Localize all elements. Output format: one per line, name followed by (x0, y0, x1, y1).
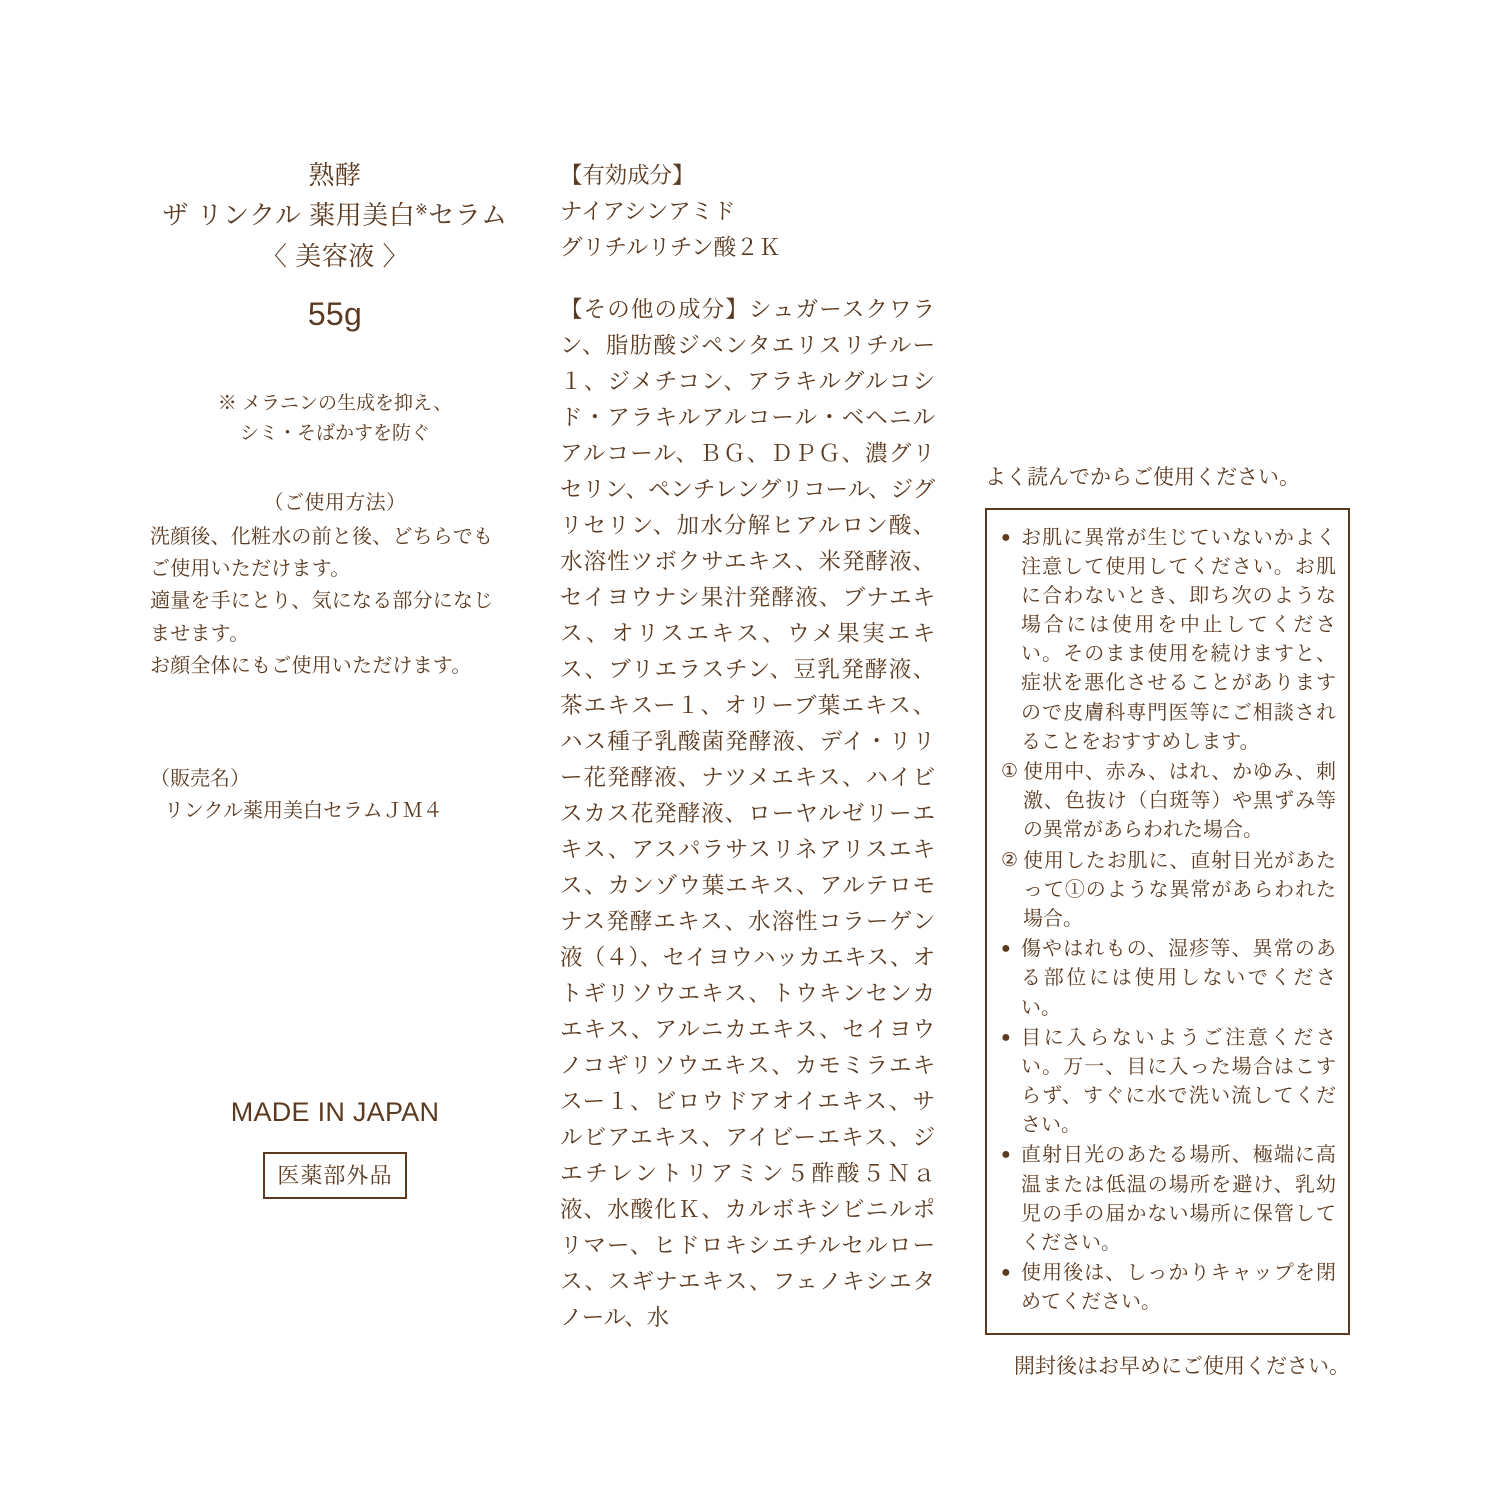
caution-text: 傷やはれもの、湿疹等、異常のある部位には使用しないでください。 (1021, 938, 1336, 1019)
product-brand-line: 熟酵 (308, 160, 362, 190)
sales-name-value: リンクル薬用美白セラムＪＭ４ (164, 800, 443, 823)
product-category-line: 〈 美容液 〉 (260, 240, 410, 271)
after-open-text: 開封後はお早めにご使用ください。 (1014, 1354, 1350, 1378)
bullet-icon: ● (1001, 528, 1011, 546)
ingredients-column (560, 158, 935, 1336)
caution-item (1001, 847, 1336, 935)
product-name-line (150, 195, 520, 235)
product-title (150, 155, 520, 276)
caution-text: 使用中、赤み、はれ、かゆみ、刺激、色抜け（白斑等）や黒ずみ等の異常があらわれた場合。 (1023, 761, 1336, 842)
caution-item (1001, 758, 1336, 846)
bullet-icon: ● (1001, 1146, 1011, 1164)
active-ingredients-list (560, 194, 935, 266)
read-first-text: よく読んでからご使用ください。 (985, 466, 1300, 489)
whitening-footnote (150, 389, 520, 450)
usage-line-2: ご使用いただけます。 (150, 558, 351, 581)
caution-text: 使用したお肌に、直射日光があたって①のような異常があらわれた場合。 (1023, 849, 1336, 930)
numbered-bullet-icon: ① (1001, 761, 1019, 782)
quasi-drug-wrapper (150, 1152, 520, 1199)
other-ingredients-text: 【その他の成分】シュガースクワラン、脂肪酸ジペンタエリスリチルー１、ジメチコン、アラキルグルコシド・アラキルアルコール・ベヘニルアルコール、ＢＧ、ＤＰＧ、濃グリセリン、ペンチレングリコール、ジグリセリン、加水分解ヒアルロン酸、水溶性ツボクサエキス、米発酵液、セイヨウナシ果汁発酵液、ブナエキス、オリスエキス、ウメ果実エキス、ブリエラスチン、豆乳発酵液、茶エキスー１、オリーブ葉エキス、ハス種子乳酸菌発酵液、デイ・リリー花発酵液、ナツメエキス、ハイビスカス花発酵液、ローヤルゼリーエキス、アスパラサスリネアリスエキス、カンゾウ葉エキス、アルテロモナス発酵エキス、水溶性コラーゲン液（４）、セイヨウハッカエキス、オトギリソウエキス、トウキンセンカエキス、アルニカエキス、セイヨウノコギリソウエキス、カモミラエキスー１、ビロウドアオイエキス、サルビアエキス、アイビーエキス、ジエチレントリアミン５酢酸５Ｎａ液、水酸化Ｋ、カルボキシビニルポリマー、ヒドロキシエチルセルロース、スギナエキス、フェノキシエタノール、水 (560, 297, 935, 1330)
cautions-column (985, 462, 1350, 1382)
sales-name-block (150, 763, 520, 828)
quasi-drug-badge: 医薬部外品 (263, 1152, 407, 1199)
product-name-text: ザ リンクル 薬用美白※セラム (162, 200, 508, 231)
usage-line-3: 適量を手にとり、気になる部分になじ (150, 590, 494, 613)
product-info-column (150, 155, 520, 1199)
product-weight: 55g (307, 295, 363, 332)
bullet-icon: ● (1001, 940, 1011, 958)
numbered-bullet-icon: ② (1001, 849, 1019, 871)
caution-text: 使用後は、しっかりキャップを閉めてください。 (1021, 1262, 1336, 1314)
usage-line-4: ませます。 (150, 622, 250, 645)
usage-heading: （ご使用方法） (263, 491, 407, 514)
active-ingredient-1: ナイアシンアミド (560, 199, 736, 224)
usage-line-5: お顔全体にもご使用いただけます。 (150, 655, 472, 678)
caution-item (1001, 935, 1336, 1023)
caution-item (1001, 524, 1336, 758)
caution-box (985, 508, 1350, 1335)
whitening-asterisk-mark: ※ (415, 201, 429, 219)
made-in-japan: MADE IN JAPAN (230, 1097, 440, 1128)
bullet-icon: ● (1001, 1028, 1011, 1046)
whitening-footnote-line-1: ※ メラニンの生成を抑え、 (217, 392, 453, 414)
caution-item (1001, 1259, 1336, 1317)
usage-body (150, 521, 520, 683)
active-ingredient-2: グリチルリチン酸２Ｋ (560, 235, 781, 260)
whitening-footnote-line-2: シミ・そばかすを防ぐ (239, 423, 430, 445)
caution-item (1001, 1024, 1336, 1141)
active-ingredients-heading: 【有効成分】 (560, 163, 695, 188)
caution-text: お肌に異常が生じていないかよく注意して使用してください。お肌に合わないとき、即ち次のような場合には使用を中止してください。そのまま使用を続けますと、症状を悪化させることがありますので皮膚科専門医等にご相談されることをおすすめします。 (1021, 526, 1336, 753)
caution-item (1001, 1141, 1336, 1258)
caution-text: 直射日光のあたる場所、極端に高温または低温の場所を避け、乳幼児の手の届かない場所に保管してください。 (1021, 1144, 1336, 1254)
sales-name-heading: （販売名） (150, 767, 250, 790)
bullet-icon: ● (1001, 1264, 1011, 1282)
usage-line-1: 洗顔後、化粧水の前と後、どちらでも (150, 525, 494, 548)
caution-text: 目に入らないようご注意ください。万一、目に入った場合はこすらず、すぐに水で洗い流してください。 (1021, 1026, 1336, 1137)
